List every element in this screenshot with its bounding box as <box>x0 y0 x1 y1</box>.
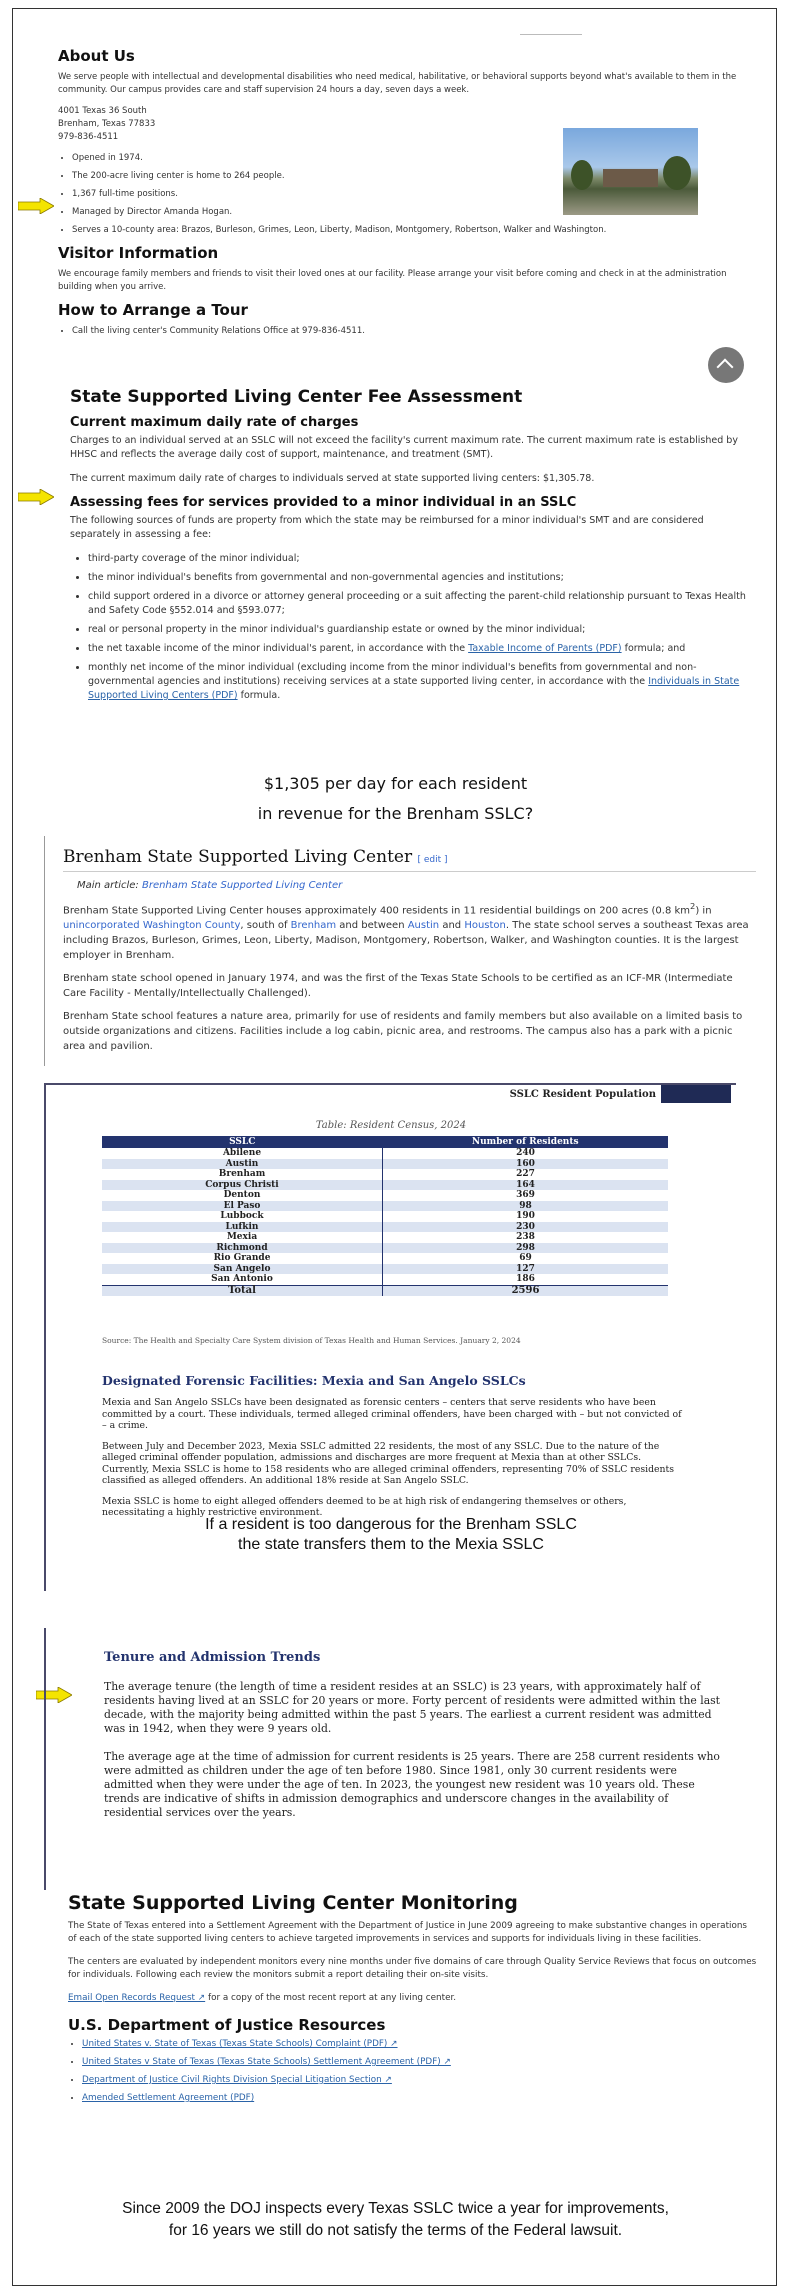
table-row <box>102 1180 668 1191</box>
fee-title: State Supported Living Center Fee Assessment <box>70 387 523 407</box>
table-row <box>102 1253 668 1264</box>
column-header: Number of Residents <box>383 1136 669 1148</box>
rate-text: The current maximum daily rate of charges to individuals served at state supported living centers: $1,305.78. <box>70 473 595 484</box>
table-row <box>102 1169 668 1180</box>
tour-bullet: • Call the living center's Community Relations Office at 979-836-4511. <box>72 325 748 338</box>
total-label: Total <box>102 1285 383 1296</box>
sslc-name: San Angelo <box>102 1264 383 1275</box>
list-item: • third-party coverage of the minor individual; <box>88 552 750 566</box>
resident-count: 127 <box>383 1264 669 1275</box>
wiki-link[interactable]: Houston <box>464 920 506 932</box>
sslc-name: El Paso <box>102 1201 383 1212</box>
doj-heading: U.S. Department of Justice Resources <box>68 2016 386 2034</box>
sslc-name: San Antonio <box>102 1274 383 1285</box>
resident-count: 238 <box>516 1232 535 1242</box>
resident-count: 190 <box>516 1211 535 1221</box>
main-article-link[interactable]: Brenham State Supported Living Center <box>141 880 343 891</box>
table-row <box>102 1274 668 1285</box>
sslc-name: Denton <box>102 1190 383 1201</box>
list-item: • The 200-acre living center is home to 264 people. <box>72 170 748 183</box>
list-item: • real or personal property in the minor individual's guardianship estate or owned by the minor individual; <box>88 623 750 637</box>
wiki-link[interactable]: unincorporated Washington County <box>63 920 241 932</box>
current-rate-heading: Current maximum daily rate of charges <box>70 415 359 430</box>
about-intro: We serve people with intellectual and developmental disabilities who need medical, habilitative, or behavioral supports beyond what's available to them in the community. Our campus provides care and staff supervision 24 hours a day, seven days a week. <box>58 72 737 95</box>
monitoring-section <box>68 1892 758 2110</box>
resident-count: 227 <box>516 1169 535 1179</box>
census-table <box>102 1136 668 1296</box>
list-item: • child support ordered in a divorce or attorney general proceeding or a suit affecting the parent-child relationship pursuant to Texas Health and Safety Code §552.014 and §593.077; <box>88 590 750 618</box>
tour-heading: How to Arrange a Tour <box>58 301 248 319</box>
column-header: SSLC <box>102 1136 383 1148</box>
list-item: • Opened in 1974. <box>72 152 748 165</box>
sslc-name: Abilene <box>102 1148 383 1159</box>
resident-count: 69 <box>519 1253 532 1263</box>
list-item: • the net taxable income of the minor individual's parent, in accordance with the Taxable Income of Parents (PDF) formula; and <box>88 642 750 656</box>
minor-text: The following sources of funds are property from which the state may be reimbursed for a minor individual's SMT and are considered separately in assessing a fee: <box>70 515 704 540</box>
email-records-link[interactable]: Email Open Records Request ↗ <box>68 1993 206 2003</box>
edit-link[interactable]: [ edit ] <box>417 855 448 865</box>
table-title: Table: Resident Census, 2024 <box>315 1120 467 1131</box>
address-line-1: 4001 Texas 36 South <box>58 106 147 116</box>
forensic-heading: Designated Forensic Facilities: Mexia and San Angelo SSLCs <box>102 1373 526 1388</box>
monitoring-text: The centers are evaluated by independent monitors every nine months under five domains of care through Quality Service Reviews that focus on outcomes for individuals. Following each review the monitors submit a report detailing their on-site visits. <box>68 1957 757 1980</box>
tenure-section <box>44 1628 746 1890</box>
wiki-paragraph: Brenham State school features a nature area, primarily for use of residents and family members but also available on a limited basis to outside organizations and citizens. Facilities include a log cabin, picnic area, and restrooms. The campus also has a park with a picnic area and pavilion. <box>63 1011 743 1053</box>
main-article: Main article: Brenham State Supported Living Center <box>77 880 343 891</box>
resident-count: 369 <box>516 1190 535 1200</box>
monitoring-text: The State of Texas entered into a Settlement Agreement with the Department of Justice in June 2009 agreeing to make substantive changes in operations of each of the state supported living centers to achieve targeted improvements in services and supports for individuals living in these facilities. <box>68 1921 748 1944</box>
wiki-section <box>44 836 756 1066</box>
sslc-name: Brenham <box>102 1169 383 1180</box>
minor-heading: Assessing fees for services provided to a minor individual in an SSLC <box>70 495 577 510</box>
header-bar <box>661 1085 731 1103</box>
table-row <box>102 1243 668 1254</box>
table-row <box>102 1211 668 1222</box>
current-rate-text: Charges to an individual served at an SSLC will not exceed the facility's current maximum rate. The current maximum rate is established by HHSC and reflects the average daily cost of support, maintenance, and treatment (SMT). <box>70 435 738 460</box>
wiki-link[interactable]: Brenham <box>290 920 337 932</box>
table-row <box>102 1148 668 1159</box>
resident-count: 98 <box>383 1201 669 1212</box>
sslc-name: Lubbock <box>102 1211 383 1222</box>
total-value: 2596 <box>383 1285 669 1296</box>
table-row <box>102 1201 668 1212</box>
doj-links <box>68 2038 758 2105</box>
list-item: • Serves a 10-county area: Brazos, Burleson, Grimes, Leon, Liberty, Madison, Montgomery, Robertson, Walker and Washington. <box>72 224 748 237</box>
wiki-title: Brenham State Supported Living Center [ edit ] <box>63 850 756 872</box>
monitoring-title: State Supported Living Center Monitoring <box>68 1892 518 1914</box>
visitor-heading: Visitor Information <box>58 244 219 262</box>
caption-revenue-1: $1,305 per day for each resident <box>263 774 528 793</box>
visitor-text: We encourage family members and friends to visit their loved ones at our facility. Please arrange your visit before coming and check in at the administration building when you arrive. <box>58 269 727 292</box>
funds-list <box>70 552 750 703</box>
divider <box>520 34 582 35</box>
list-item: • 1,367 full-time positions. <box>72 188 748 201</box>
caption-transfer: If a resident is too dangerous for the Brenham SSLC the state transfers them to the Mexia SSLC <box>205 1516 577 1553</box>
sslc-name: Austin <box>102 1159 383 1170</box>
table-row <box>102 1190 668 1201</box>
resident-count: 160 <box>383 1159 669 1170</box>
sslc-name: Corpus Christi <box>102 1180 383 1191</box>
total-row <box>102 1285 668 1296</box>
arrow-icon <box>18 489 54 505</box>
fee-section <box>70 387 750 709</box>
sslc-name: Rio Grande <box>102 1253 383 1264</box>
taxable-income-link[interactable]: Taxable Income of Parents (PDF) <box>468 643 622 654</box>
table-row <box>102 1264 668 1275</box>
doj-link[interactable]: Amended Settlement Agreement (PDF) <box>82 2093 255 2103</box>
census-header: SSLC Resident Population <box>509 1089 656 1100</box>
list-item: • monthly net income of the minor individual (excluding income from the minor individual's benefits from governmental and non-governmental agencies and institutions) receiving services at a state supported living center, in accordance with the Individuals in State Supported Living Centers (PDF) formula. <box>88 661 750 703</box>
doj-link[interactable]: Department of Justice Civil Rights Division Special Litigation Section ↗ <box>82 2075 392 2085</box>
forensic-text: Mexia and San Angelo SSLCs have been designated as forensic centers – centers that serve residents who have been committed by a court. These individuals, termed alleged criminal offenders, have been charged with – but not convicted of – a crime. Between July and December 2023, Mexia SSLC admitted 22 residents, the most of any SSLC. Due to the nature of the alleged criminal offender population, admissions and discharges are more frequent at Mexia than at other SSLCs. Currently, Mexia SSLC is home to 158 residents who are alleged criminal offenders, representing 70% of SSLC residents classified as alleged offenders. An additional 18% reside at San Angelo SSLC. Mexia SSLC is home to eight alleged offenders deemed to be at high risk of endangering themselves or others, necessitating a highly restrictive environment. <box>102 1397 682 1518</box>
table-row <box>102 1232 668 1243</box>
table-row <box>102 1222 668 1233</box>
wiki-paragraph: Brenham state school opened in January 1974, and was the first of the Texas State Schools to be certified as an ICF-MR (Intermediate Care Facility - Mentally/Intellectually Challenged). <box>63 973 733 1000</box>
caption-revenue-2: in revenue for the Brenham SSLC? <box>257 804 534 823</box>
sslc-name: Mexia <box>102 1232 383 1243</box>
wiki-link[interactable]: Austin <box>407 920 440 932</box>
table-row <box>102 1159 668 1170</box>
scroll-top-button[interactable] <box>708 347 744 383</box>
census-section <box>44 1083 736 1591</box>
sslc-name: Richmond <box>102 1243 383 1254</box>
resident-count: 240 <box>516 1148 535 1158</box>
phone: 979-836-4511 <box>58 132 119 142</box>
tenure-text: The average tenure (the length of time a resident resides at an SSLC) is 23 years, with approximately half of residents having lived at an SSLC for 20 years or more. Forty percent of residents were admitted within the last decade, with the majority being admitted within the past 5 years. The earliest a current resident was admitted was in 1942, when they were 9 years old. The average age at the time of admission for current residents is 25 years. There are 258 current residents who were admitted as children under the age of ten before 1980. Since 1981, only 30 current residents were admitted when they were under the age of ten. In 2023, the youngest new resident was 10 years old. These trends are indicative of shifts in admission demographics and underscore changes in the availability of residential services over the years. <box>104 1680 721 1819</box>
about-heading: About Us <box>58 47 135 65</box>
tenure-heading: Tenure and Admission Trends <box>104 1650 321 1665</box>
doj-link[interactable]: United States v State of Texas (Texas State Schools) Settlement Agreement (PDF) ↗ <box>82 2057 451 2067</box>
individuals-link[interactable]: Individuals in State Supported Living Centers (PDF) <box>88 676 740 701</box>
table-source: Source: The Health and Specialty Care System division of Texas Health and Human Services. January 2, 2024 <box>102 1336 521 1345</box>
campus-photo <box>563 128 698 215</box>
arrow-icon <box>18 198 54 214</box>
list-item: • the minor individual's benefits from governmental and non-governmental agencies and institutions; <box>88 571 750 585</box>
caption-doj: Since 2009 the DOJ inspects every Texas SSLC twice a year for improvements, for 16 years we still do not satisfy the terms of the Federal lawsuit. <box>122 2200 669 2239</box>
doj-link[interactable]: United States v. State of Texas (Texas State Schools) Complaint (PDF) ↗ <box>82 2039 398 2049</box>
sslc-name: Lufkin <box>102 1222 383 1233</box>
address-line-2: Brenham, Texas 77833 <box>58 119 156 129</box>
records-request: Email Open Records Request ↗ for a copy of the most recent report at any living center. <box>68 1993 457 2003</box>
resident-count: 298 <box>383 1243 669 1254</box>
resident-count: 186 <box>516 1274 535 1284</box>
wiki-paragraph: Brenham State Supported Living Center houses approximately 400 residents in 11 residential buildings on 200 acres (0.8 $km^2$) in unincorporated Washington County, south of Brenham and between Austin and Houston. The state school serves a southeast Texas area including Brazos, Burleson, Grimes, Leon, Liberty, Madison, Montgomery, Robertson, Walker, and Washington counties. It is the largest employer in Brenham. <box>63 901 749 962</box>
list-item: • Managed by Director Amanda Hogan. <box>72 206 748 219</box>
resident-count: 164 <box>383 1180 669 1191</box>
resident-count: 230 <box>383 1222 669 1233</box>
